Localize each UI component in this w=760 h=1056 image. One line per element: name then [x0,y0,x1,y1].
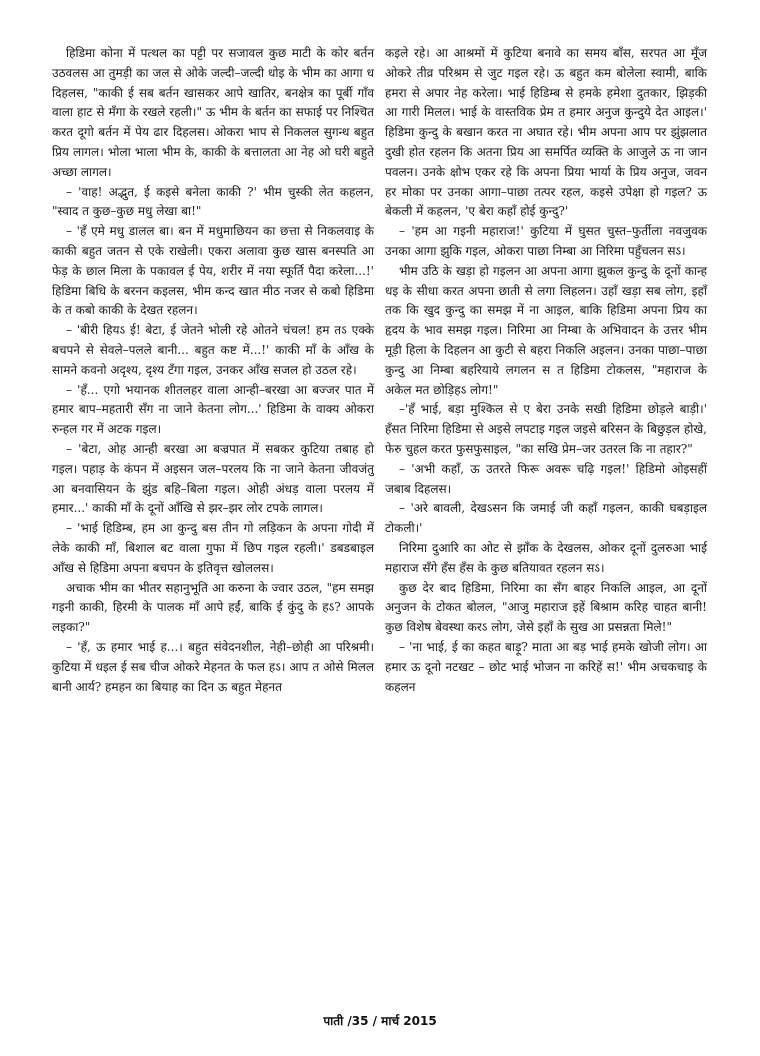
paragraph: – 'हँ... एगो भयानक शीतलहर वाला आन्ही–बरखा आ बज्जर पात में हमार बाप–महतारी सँग ना जाने केतना लोग...' हिडिमा के वाक्य ओकरा रुन्हल गर में अटक गइल। [52,382,374,437]
paragraph: कुछ देर बाद हिडिमा, निरिमा का सँग बाहर निकलि आइल, आ दूनों अनुजन के टोकत बोलल, "आजु महाराज इहें बिश्राम करिह चाहत बानी! कुछ विशेष बेवस्था करऽ लोग, जेसे इहाँ के सुख आ प्रसन्नता मिले!" [385,580,707,635]
paragraph: – 'बीरी हियऽ ई! बेटा, ई जेतने भोली रहे ओतने चंचल! हम तऽ एक्के बचपने से सेवले–पलले बानी... बहुत कष्ट में...!' काकी माँ के आँख के सामने कवनो अदृश्य, दृश्य टँगा गइल, उनकर आँख सजल हो उठल रहे। [52,323,374,377]
paragraph: – 'ना भाई, ई का कहत बाड़ू? माता आ बड़ भाई हमके खोजी लोग। आ हमार ऊ दूनो नटखट – छोट भाई भोजन ना करिहें स!' भीम अचकचाइ के कहलन [385,639,707,694]
left-text-column [52,44,374,697]
paragraph: –'हँ भाई, बड़ा मुश्किल से ए बेरा उनके सखी हिडिमा छोड़ले बाड़ी।' हँसत निरिमा हिडिमा से अइसे लपटाइ गइल जइसे बरिसन के बिछुड़ल होखे, फेरु चुहल करत फुसफुसाइल, "का सखि प्रेम–जर उतरल कि ना तहार?" [385,402,707,456]
right-text-column [385,44,707,697]
paragraph: – 'वाह! अद्भुत, ई कइसे बनेला काकी ?' भीम चुस्की लेत कहलन, "स्वाद त कुछ–कुछ मधु लेखा बा!" [52,184,374,219]
paragraph: – 'बेटा, ओह आन्ही बरखा आ बज्रपात में सबकर कुटिया तबाह हो गइल। पहाड़ के कंपन में अइसन जल–परलय कि ना जाने केतना जीवजंतु आ बनवासियन के झुंड बहि–बिला गइल। ओही अंधड़ वाला परलय में हमार...' काकी माँ के दूनों आँखि से झर–झर लोर टपके लागल। [52,441,374,516]
paragraph: – 'अभी कहाँ, ऊ उतरते फिरू अवरू चढ़ि गइल!' हिडिमो ओइसहीं जबाब दिहलस। [385,461,707,496]
paragraph: – 'हँ एमे मधु डालल बा। बन में मधुमाछियन का छत्ता से निकलवाइ के काकी बहुत जतन से एके राखेली। एकरा अलावा कुछ खास बनस्पति आ फेड़ के छाल मिला के पकावल ई पेय, शरीर में नया स्फूर्ति पैदा करेला...!' हिडिमा बिधि के बरनन कइलस, भीम कन्द खात मीठ नजर से कबो हिडिमा के त कबो काकी के देखत रहलन। [52,224,374,318]
page-footer: पाती /35 / मार्च 2015 [323,1014,437,1028]
paragraph: कइले रहे। आ आश्रमों में कुटिया बनावे का समय बाँस, सरपत आ मूँज ओकरे तीव्र परिश्रम से जुट गइल रहे। ऊ बहुत कम बोलेला स्वामी, बाकि हमरा से अपार नेह करेला। भाई हिडिम्ब से हमके हमेशा दुतकार, झिड़की आ गारी मिलल। भाई के वास्तविक प्रेम त हमार अनुज कुन्दुये देत आइल।' हिडिमा कुन्दु के बखान करत ना अघात रहे। भीम अपना आप पर झुंझलात दुखी होत रहलन कि अतना प्रिय आ समर्पित व्यक्ति के आजुले ऊ ना जान पवलन। उनके क्षोभ एकर रहे कि अपना प्रिया भार्या के प्रिय अनुज, जवन हर मोका पर उनका आगा–पाछा तत्पर रहल, कइसे उपेक्षा हो गइल? ऊ बेकली में कहलन, 'ए बेरा कहाँ होई कुन्दु?' [385,46,707,219]
paragraph: – 'हम आ गइनी महाराज!' कुटिया में घुसत चुस्त–फुर्तीला नवजुवक उनका आगा झुकि गइल, ओकरा पाछा निम्बा आ निरिमा पहुँचलन सऽ। [385,224,707,258]
paragraph: हिडिमा कोना में पत्थल का पट्टी पर सजावल कुछ माटी के कोर बर्तन उठवलस आ तुमड़ी का जल से ओके जल्दी–जल्दी धोइ के भीम का आगा ध दिहलस, "काकी ई सब बर्तन खासकर आपे खातिर, बनक्षेत्र का पूर्बी गाँव वाला हाट से मँगा के रखले रहली।" ऊ भीम के बर्तन का सफाई पर निश्चित करत दूगो बर्तन में पेय ढार दिहलस। ओकरा भाप से निकलल सुगन्ध बहुत प्रिय लागल। भोला भाला भीम के, काकी के बत्तालता आ नेह ओ घरी बहुते अच्छा लागल। [52,46,374,179]
paragraph: – 'अरे बावली, देखऽसन कि जमाई जी कहाँ गइलन, काकी घबड़ाइल टोकली।' [385,501,707,536]
paragraph: अचाक भीम का भीतर सहानुभूति आ करुना के ज्वार उठल, "हम समझ गइनी काकी, हिरमी के पालक माँ आपे हईं, बाकि ई कुंदु के हऽ? आपके लइका?" [52,580,374,635]
paragraph: भीम उठि के खड़ा हो गइलन आ अपना आगा झुकल कुन्दु के दूनों कान्ह धइ के सीधा करत अपना छाती से लगा लिहलन। उहाँ खड़ा सब लोग, इहाँ तक कि खुद कुन्दु का समझ में ना आइल, बाकि हिडिमा अपना प्रिय का हृदय के भाव समझ गइल। निरिमा आ निम्बा के अभिवादन के उत्तर भीम मूड़ी हिला के दिहलन आ कुटी से बहरा निकलि अइलन। उनका पाछा–पाछा कुन्दु आ निम्बा बहरियाये लगलन स त हिडिमा टोकलस, "महाराज के अकेल मत छोड़िहऽ लोग!" [385,263,707,397]
paragraph: – 'हँ, ऊ हमार भाई ह...। बहुत संवेदनशील, नेही–छोही आ परिश्रमी। कुटिया में धइल ई सब चीज ओकरे मेहनत के फल हऽ। आप त ओसे मिलल बानी आर्य? हमहन का बियाह का दिन ऊ बहुत मेहनत [52,639,374,694]
paragraph: निरिमा दुआरि का ओट से झाँक के देखलस, ओकर दूनों दुलरुआ भाई महाराज सँगे हँस हँस के कुछ बतियावत रहलन सऽ। [385,540,707,575]
paragraph: – 'भाई हिडिम्ब, हम आ कुन्दु बस तीन गो लड़िकन के अपना गोदी में लेके काकी माँ, बिशाल बट वाला गुफा में छिप गइल रहली।' डबडबाइल आँख से हिडिमा अपना बचपन के इतिवृत्त खोललस। [52,521,374,575]
